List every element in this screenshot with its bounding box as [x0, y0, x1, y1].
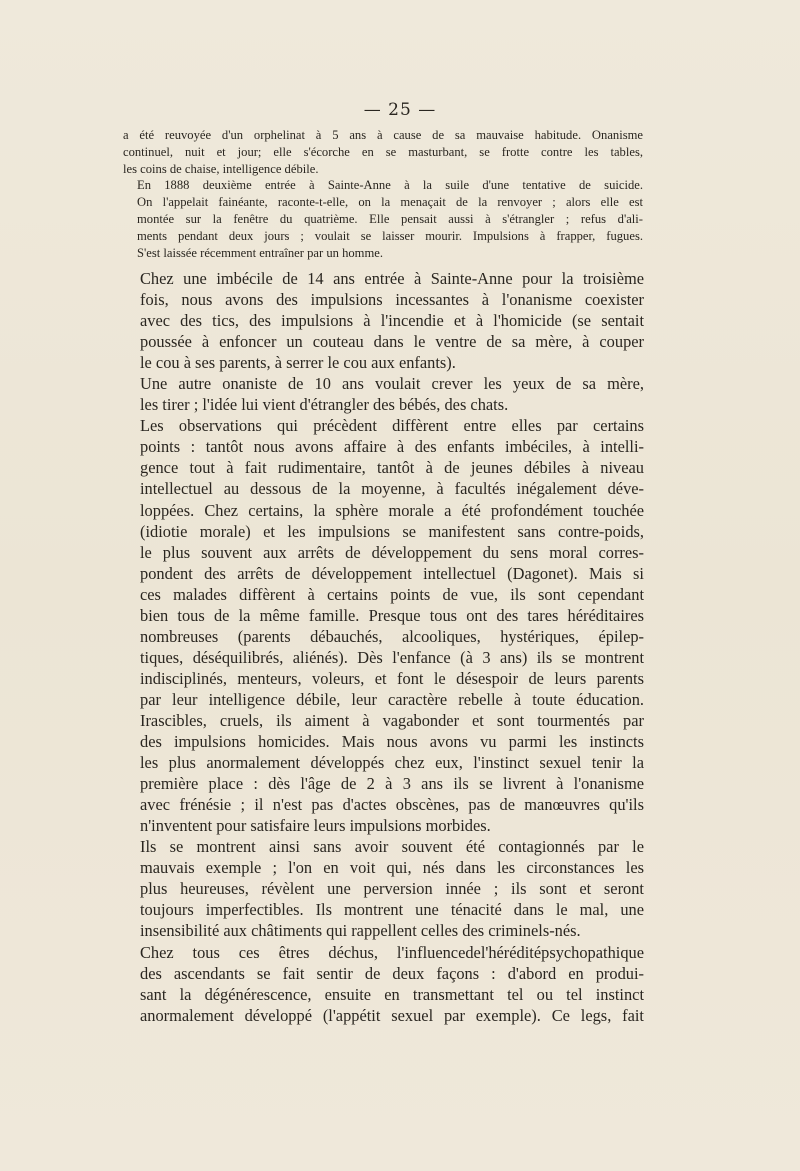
- text-line: a été reuvoyée d'un orphelinat à 5 ans à cause de sa mauvaise habitude. Onanisme: [123, 128, 643, 142]
- text-line: En 1888 deuxième entrée à Sainte-Anne à la suile d'une tentative de suicide.: [137, 178, 643, 193]
- text-line: fois, nous avons des impulsions incessantes à l'onanisme coexister: [140, 290, 644, 310]
- text-line: ces malades diffèrent à certains points de vue, ils sont cependant: [140, 584, 644, 604]
- text-line: les plus anormalement développés chez eux, l'instinct sexuel tenir la: [140, 753, 644, 773]
- case-note-block: [123, 127, 643, 261]
- text-line: continuel, nuit et jour; elle s'écorche en se masturbant, se frotte contre les tables,: [123, 144, 643, 159]
- main-text-block: [122, 268, 644, 1026]
- text-line: poussée à enfoncer un couteau dans le ventre de sa mère, à couper: [140, 332, 644, 352]
- body-paragraph-5: [122, 942, 644, 1026]
- text-line: gence tout à fait rudimentaire, tantôt à de jeunes débiles à niveau: [140, 458, 644, 478]
- text-line: loppées. Chez certains, la sphère morale a été profondément touchée: [140, 500, 644, 520]
- case-note-paragraph-2: [123, 177, 643, 261]
- text-line: n'inventent pour satisfaire leurs impulsions morbides.: [140, 816, 491, 836]
- text-line: ments pendant deux jours ; voulait se laisser mourir. Impulsions à frapper, fugues.: [137, 228, 643, 243]
- text-line: anormalement développé (l'appétit sexuel par exemple). Ce legs, fait: [140, 1005, 644, 1025]
- page-number: — 25 —: [363, 100, 437, 120]
- body-paragraph-2: [122, 373, 644, 415]
- text-line: avec des tics, des impulsions à l'incendie et à l'homicide (se sentait: [140, 311, 644, 331]
- text-line: les coins de chaise, intelligence débile.: [123, 161, 319, 176]
- text-line: avec frénésie ; il n'est pas d'actes obscènes, pas de manœuvres qu'ils: [140, 795, 644, 815]
- text-line: Une autre onaniste de 10 ans voulait crever les yeux de sa mère,: [140, 374, 644, 394]
- text-line: Chez tous ces êtres déchus, l'influencedel'héréditépsychopathique: [140, 942, 644, 962]
- text-line: (idiotie morale) et les impulsions se manifestent sans contre-poids,: [140, 521, 644, 541]
- text-line: Les observations qui précèdent diffèrent entre elles par certains: [140, 416, 644, 436]
- text-line: montée sur la fenêtre du quatrième. Elle pensait aussi à s'étrangler ; refus d'ali-: [137, 211, 643, 226]
- text-line: indisciplinés, menteurs, voleurs, et font le désespoir de leurs parents: [140, 668, 644, 688]
- text-line: Ils se montrent ainsi sans avoir souvent été contagionnés par le: [140, 837, 644, 857]
- text-line: mauvais exemple ; l'on en voit qui, nés dans les circonstances les: [140, 858, 644, 878]
- text-line: intellectuel au dessous de la moyenne, à facultés inégalement déve-: [140, 479, 644, 499]
- text-line: toujours imperfectibles. Ils montrent une ténacité dans le mal, une: [140, 900, 644, 920]
- text-line: les tirer ; l'idée lui vient d'étrangler des bébés, des chats.: [140, 395, 509, 415]
- text-line: bien tous de la même famille. Presque tous ont des tares héréditaires: [140, 605, 644, 625]
- text-line: le plus souvent aux arrêts de développement du sens moral corres-: [140, 542, 644, 562]
- text-line: insensibilité aux châtiments qui rappellent celles des criminels-nés.: [140, 921, 581, 941]
- text-line: le cou à ses parents, à serrer le cou aux enfants).: [140, 353, 456, 373]
- text-line: plus heureuses, révèlent une perversion innée ; ils sont et seront: [140, 879, 644, 899]
- text-line: pondent des arrêts de développement intellectuel (Dagonet). Mais si: [140, 563, 644, 583]
- text-line: par leur intelligence débile, leur caractère rebelle à toute éducation.: [140, 689, 644, 709]
- body-paragraph-4: [122, 836, 644, 941]
- text-line: S'est laissée récemment entraîner par un homme.: [137, 245, 384, 260]
- text-line: Irascibles, cruels, ils aiment à vagabonder et sont tourmentés par: [140, 710, 644, 730]
- text-line: tiques, déséquilibrés, aliénés). Dès l'enfance (à 3 ans) ils se montrent: [140, 647, 644, 667]
- text-line: sant la dégénérescence, ensuite en transmettant tel ou tel instinct: [140, 984, 644, 1004]
- text-line: des impulsions homicides. Mais nous avons vu parmi les instincts: [140, 732, 644, 752]
- text-line: points : tantôt nous avons affaire à des enfants imbéciles, à intelli-: [140, 437, 644, 457]
- text-line: Chez une imbécile de 14 ans entrée à Sainte-Anne pour la troisième: [140, 269, 644, 288]
- body-paragraph-1: [122, 268, 644, 373]
- text-line: On l'appelait fainéante, raconte-t-elle, on la menaçait de la renvoyer ; alors elle est: [137, 195, 643, 210]
- body-paragraph-3: [122, 415, 644, 836]
- text-line: première place : dès l'âge de 2 à 3 ans ils se livrent à l'onanisme: [140, 774, 644, 794]
- case-note-paragraph-1: [123, 127, 643, 177]
- text-line: nombreuses (parents débauchés, alcooliques, hystériques, épilep-: [140, 626, 644, 646]
- text-line: des ascendants se fait sentir de deux façons : d'abord en produi-: [140, 963, 644, 983]
